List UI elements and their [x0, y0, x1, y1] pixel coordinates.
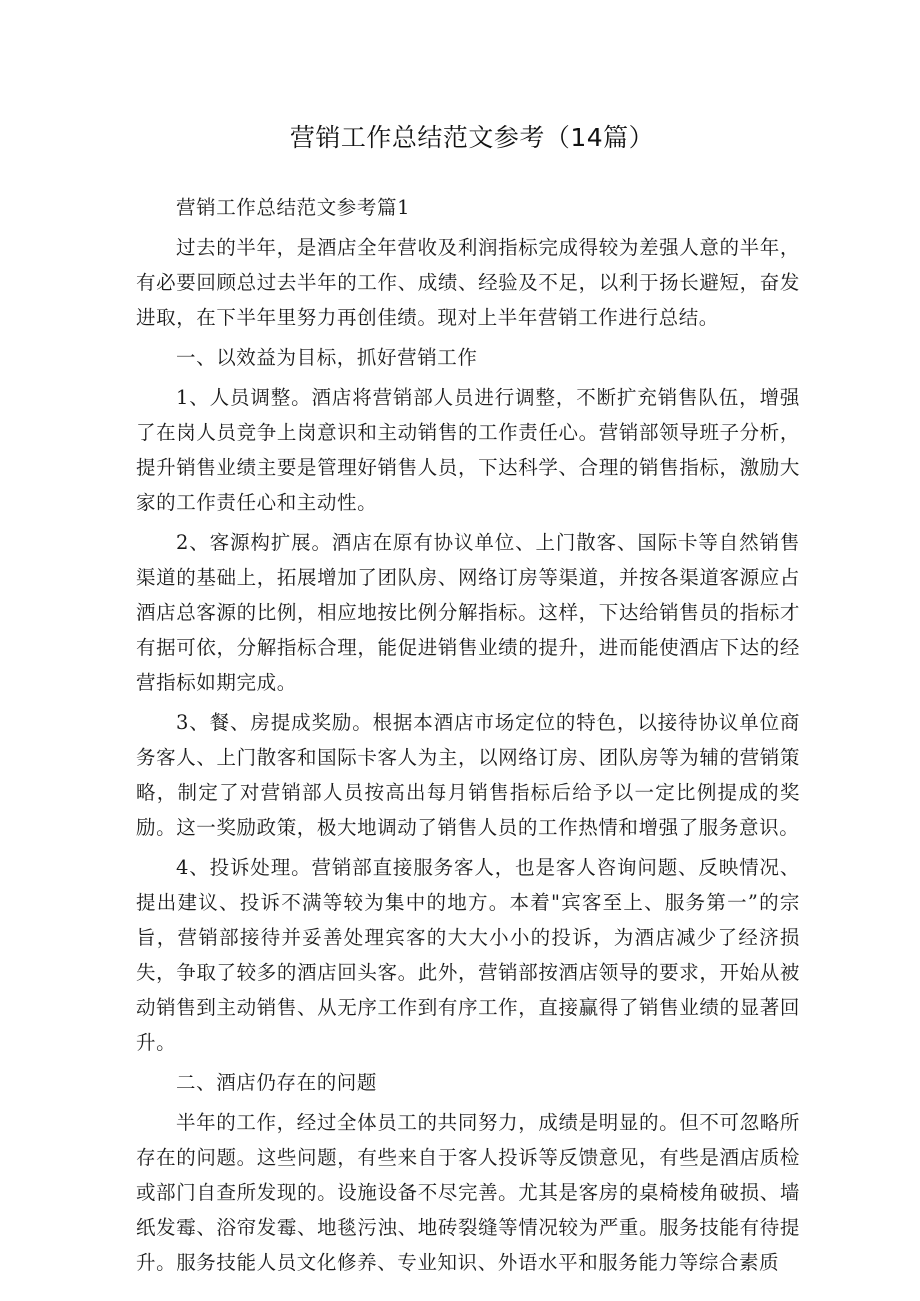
body-paragraph: 1、人员调整。酒店将营销部人员进行调整，不断扩充销售队伍，增强了在岗人员竞争上岗意识和主动销售的工作责任心。营销部领导班子分析，提升销售业绩主要是管理好销售人员，下达科学、合理的销售指标，激励大家的工作责任心和主动性。 [136, 386, 800, 514]
body-paragraph: 半年的工作，经过全体员工的共同努力，成绩是明显的。但不可忽略所存在的问题。这些问题，有些来自于客人投诉等反馈意见，有些是酒店质检或部门自查所发现的。设施设备不尽完善。尤其是客房的桌椅棱角破损、墙纸发霉、浴帘发霉、地毯污浊、地砖裂缝等情况较为严重。服务技能有待提升。服务技能人员文化修养、专业知识、外语水平和服务能力等综合素质 [136, 1111, 800, 1274]
body-paragraph: 4、投诉处理。营销部直接服务客人，也是客人咨询问题、反映情况、提出建议、投诉不满等较为集中的地方。本着"宾客至上、服务第一”的宗旨，营销部接待并妥善处理宾客的大大小小的投诉，为酒店减少了经济损失，争取了较多的酒店回头客。此外，营销部按酒店领导的要求，开始从被动销售到主动销售、从无序工作到有序工作，直接赢得了销售业绩的显著回升。 [136, 856, 800, 1054]
section-heading: 一、以效益为目标，抓好营销工作 [176, 346, 478, 369]
document-title: 营销工作总结范文参考（14篇） [289, 123, 655, 152]
body-paragraph: 3、餐、房提成奖励。根据本酒店市场定位的特色，以接待协议单位商务客人、上门散客和国际卡客人为主，以网络订房、团队房等为辅的营销策略，制定了对营销部人员按高出每月销售指标后给予以一定比例提成的奖励。这一奖励政策，极大地调动了销售人员的工作热情和增强了服务意识。 [136, 711, 800, 839]
body-paragraph: 过去的半年，是酒店全年营收及利润指标完成得较为差强人意的半年，有必要回顾总过去半年的工作、成绩、经验及不足，以利于扬长避短，奋发进取，在下半年里努力再创佳绩。现对上半年营销工作进行总结。 [136, 236, 800, 329]
section-heading: 二、酒店仍存在的问题 [176, 1071, 378, 1094]
body-paragraph: 2、客源构扩展。酒店在原有协议单位、上门散客、国际卡等自然销售渠道的基础上，拓展增加了团队房、网络订房等渠道，并按各渠道客源应占酒店总客源的比例，相应地按比例分解指标。这样，下达给销售员的指标才有据可依，分解指标合理，能促进销售业绩的提升，进而能使酒店下达的经营指标如期完成。 [136, 531, 800, 694]
section-subtitle: 营销工作总结范文参考篇1 [176, 196, 411, 219]
